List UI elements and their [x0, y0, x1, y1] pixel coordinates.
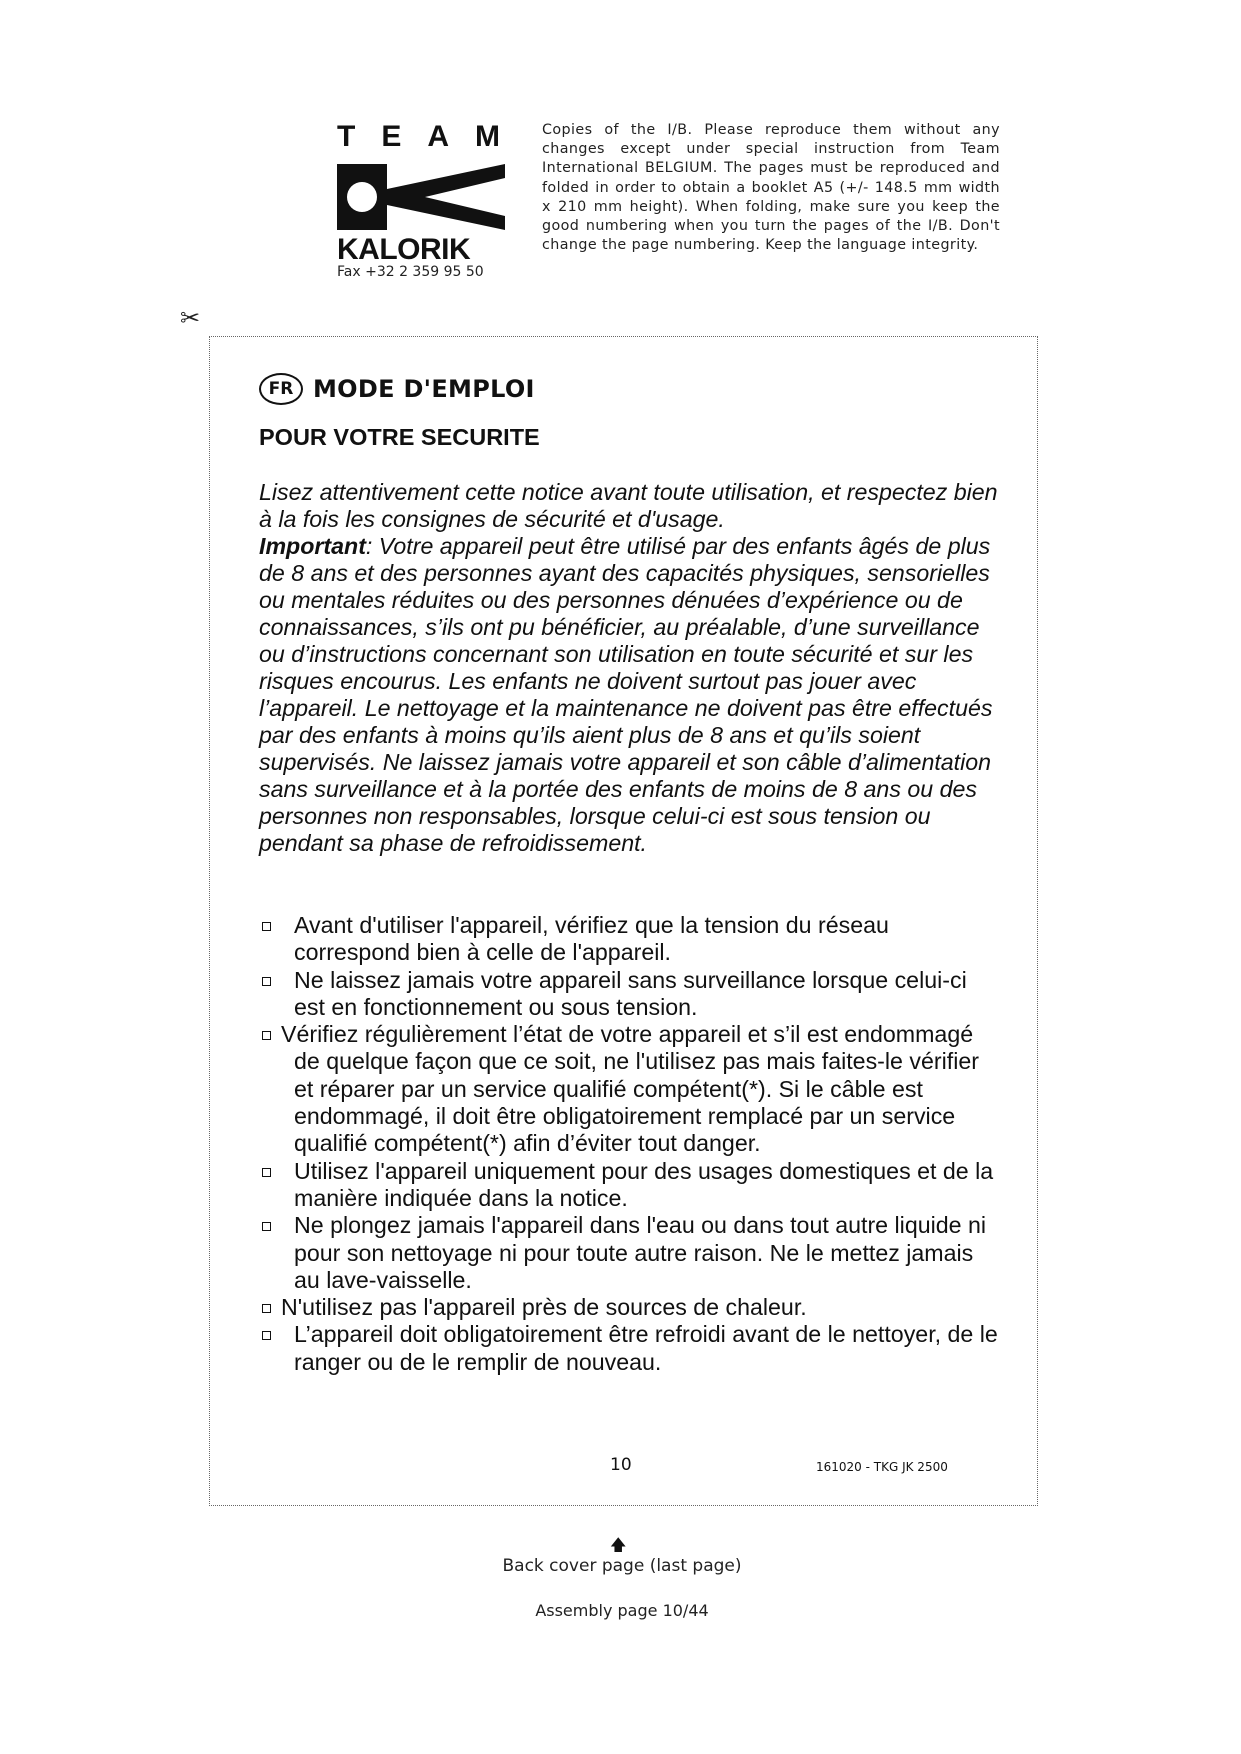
list-item [259, 1158, 999, 1213]
assembly-page-note: Assembly page 10/44 [535, 1601, 709, 1620]
section-title: POUR VOTRE SECURITE [259, 424, 540, 450]
list-item-text: N'utilisez pas l'appareil près de sources de chaleur. [281, 1294, 807, 1321]
back-cover-note: Back cover page (last page) [502, 1556, 742, 1576]
checkbox-bullet-icon [262, 1168, 271, 1177]
intro-text: Lisez attentivement cette notice avant toute utilisation, et respectez bien à la fois les consignes de sécurité et d'usage. [259, 479, 998, 532]
mode-heading [259, 373, 535, 405]
list-item [259, 912, 999, 967]
important-label: Important [259, 533, 366, 559]
list-item-text: Utilisez l'appareil uniquement pour des usages domestiques et de la manière indiquée dans la notice. [294, 1157, 994, 1211]
list-item-text: Ne plongez jamais l'appareil dans l'eau ou dans tout autre liquide ni pour son nettoyage ni pour toute autre raison. Ne le mettez jamais au lave-vaisselle. [294, 1212, 987, 1293]
kalorik-logo [337, 120, 526, 266]
list-item-text: L’appareil doit obligatoirement être refroidi avant de le nettoyer, de le ranger ou de le remplir de nouveau. [294, 1321, 998, 1375]
language-badge: FR [259, 373, 303, 405]
checkbox-bullet-icon [262, 977, 271, 986]
checkbox-bullet-icon [262, 1304, 271, 1313]
list-item [259, 1021, 999, 1157]
checkbox-bullet-icon [262, 1031, 271, 1040]
arrow-up-icon: 🡅 [610, 1535, 627, 1554]
printing-instructions: Copies of the I/B. Please reproduce them without any changes except under special instruction from Team International BELGIUM. The pages must be reproduced and folded in order to obtain a booklet A5 (+/- 148.5 mm width x 210 mm height). When folding, make sure you keep the good numbering when you turn the pages of the I/B. Don't change the page numbering. Keep the language integrity. [542, 122, 1000, 254]
checkbox-bullet-icon [262, 1222, 271, 1231]
list-item-text: Vérifiez régulièrement l’état de votre appareil et s’il est endommagé de quelque façon que ce soit, ne l'utilisez pas mais faites-le vérifier et réparer par un service qualifié compétent(*). Si le câble est endommagé, il doit être obligatoirement remplacé par un service qualifié compétent(*) afin d’éviter tout danger. [281, 1021, 979, 1157]
list-item-text: Avant d'utiliser l'appareil, vérifiez que la tension du réseau correspond bien à celle de l'appareil. [294, 912, 889, 966]
checkbox-bullet-icon [262, 922, 271, 931]
logo-brand-text: KALORIK [337, 233, 471, 266]
mode-title: MODE D'EMPLOI [313, 375, 535, 403]
list-item-text: Ne laissez jamais votre appareil sans surveillance lorsque celui-ci est en fonctionnement ou sous tension. [294, 966, 967, 1020]
important-text: : Votre appareil peut être utilisé par des enfants âgés de plus de 8 ans et des personnes ayant des capacités physiques, sensorielles ou mentales réduites ou des personnes dénuées d’expérience ou de connaissances, s’ils ont pu bénéficier, au préalable, d’une surveillance ou d’instructions concernant son utilisation en toute sécurité et sur les risques encourus. Les enfants ne doivent surtout pas jouer avec l’appareil. Le nettoyage et la maintenance ne doivent pas être effectués par des enfants à moins qu’ils aient plus de 8 ans et qu’ils soient supervisés. Ne laissez jamais votre appareil et son câble d’alimentation sans surveillance et à la portée des enfants de moins de 8 ans ou des personnes non responsables, lorsque celui-ci est sous tension ou pendant sa phase de refroidissement. [259, 533, 993, 856]
fax-number: Fax +32 2 359 95 50 [337, 264, 484, 280]
list-item [259, 967, 999, 1022]
list-item [259, 1294, 999, 1321]
logo-k-mark-icon [337, 164, 505, 230]
page-number: 10 [610, 1455, 632, 1475]
list-item [259, 1212, 999, 1294]
safety-bullet-list [259, 912, 999, 1376]
scissors-icon: ✂ [180, 304, 201, 332]
checkbox-bullet-icon [262, 1331, 271, 1340]
list-item [259, 1321, 999, 1376]
logo-team-text: TEAM [337, 120, 526, 153]
safety-intro [259, 479, 999, 857]
document-reference: 161020 - TKG JK 2500 [816, 1460, 948, 1474]
